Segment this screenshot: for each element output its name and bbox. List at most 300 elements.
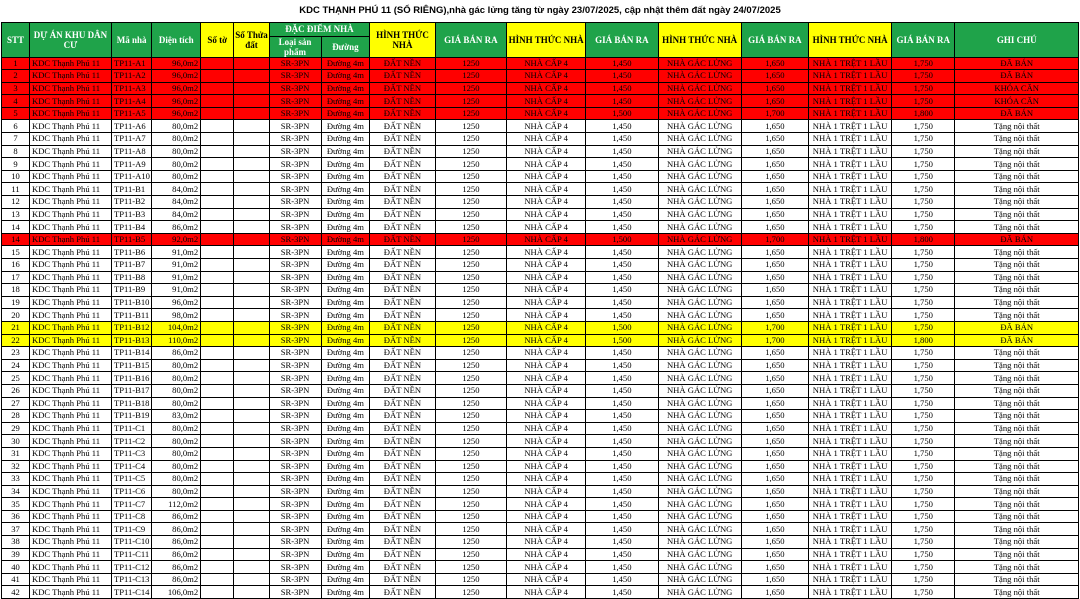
cell-duong: Đường 4m	[321, 372, 370, 385]
cell-gia-1: 1250	[435, 221, 507, 234]
cell-du-an: KDC Thạnh Phú 11	[30, 334, 112, 347]
cell-so-thua	[234, 334, 269, 347]
cell-gia-1: 1250	[435, 510, 507, 523]
cell-hinh-thuc-2: NHÀ CẤP 4	[507, 548, 586, 561]
cell-hinh-thuc-2: NHÀ CẤP 4	[507, 586, 586, 599]
cell-so-thua	[234, 57, 269, 70]
cell-ma-nha: TP11-C5	[111, 473, 151, 486]
cell-loai-san-pham: SR-3PN	[269, 498, 321, 511]
cell-so-thua	[234, 384, 269, 397]
cell-ghi-chu: Tặng nội thất	[955, 561, 1079, 574]
cell-hinh-thuc-2: NHÀ CẤP 4	[507, 523, 586, 536]
cell-gia-2: 1,450	[586, 82, 659, 95]
cell-so-thua	[234, 422, 269, 435]
cell-gia-4: 1,750	[892, 57, 955, 70]
cell-so-thua	[234, 561, 269, 574]
cell-gia-4: 1,750	[892, 70, 955, 83]
cell-gia-3: 1,650	[741, 523, 808, 536]
cell-dien-tich: 86,0m2	[152, 510, 201, 523]
cell-gia-3: 1,700	[741, 233, 808, 246]
cell-gia-2: 1,450	[586, 271, 659, 284]
cell-so-to	[201, 309, 234, 322]
cell-gia-3: 1,650	[741, 309, 808, 322]
cell-stt: 3	[2, 82, 30, 95]
cell-stt: 7	[2, 133, 30, 146]
cell-stt: 5	[2, 107, 30, 120]
cell-gia-4: 1,750	[892, 120, 955, 133]
cell-du-an: KDC Thạnh Phú 11	[30, 447, 112, 460]
cell-duong: Đường 4m	[321, 196, 370, 209]
cell-gia-1: 1250	[435, 309, 507, 322]
cell-gia-2: 1,450	[586, 183, 659, 196]
cell-dien-tich: 86,0m2	[152, 221, 201, 234]
cell-gia-2: 1,450	[586, 460, 659, 473]
cell-gia-4: 1,750	[892, 145, 955, 158]
table-row	[2, 384, 1079, 397]
cell-gia-2: 1,450	[586, 57, 659, 70]
cell-hinh-thuc-2: NHÀ CẤP 4	[507, 372, 586, 385]
cell-hinh-thuc-1: ĐẤT NỀN	[370, 246, 435, 259]
cell-gia-4: 1,750	[892, 309, 955, 322]
table-row	[2, 347, 1079, 360]
cell-ma-nha: TP11-B8	[111, 271, 151, 284]
cell-hinh-thuc-2: NHÀ CẤP 4	[507, 107, 586, 120]
cell-gia-4: 1,750	[892, 586, 955, 599]
cell-hinh-thuc-2: NHÀ CẤP 4	[507, 196, 586, 209]
cell-gia-2: 1,450	[586, 523, 659, 536]
cell-gia-4: 1,750	[892, 485, 955, 498]
cell-so-to	[201, 271, 234, 284]
cell-stt: 29	[2, 422, 30, 435]
cell-so-thua	[234, 586, 269, 599]
cell-gia-3: 1,650	[741, 57, 808, 70]
cell-hinh-thuc-2: NHÀ CẤP 4	[507, 359, 586, 372]
cell-stt: 26	[2, 384, 30, 397]
cell-hinh-thuc-3: NHÀ GÁC LỬNG	[658, 82, 741, 95]
cell-gia-2: 1,450	[586, 158, 659, 171]
cell-hinh-thuc-4: NHÀ 1 TRỆT 1 LẦU	[809, 259, 892, 272]
cell-duong: Đường 4m	[321, 133, 370, 146]
cell-gia-3: 1,650	[741, 460, 808, 473]
cell-hinh-thuc-3: NHÀ GÁC LỬNG	[658, 95, 741, 108]
cell-hinh-thuc-2: NHÀ CẤP 4	[507, 410, 586, 423]
cell-loai-san-pham: SR-3PN	[269, 271, 321, 284]
cell-hinh-thuc-3: NHÀ GÁC LỬNG	[658, 410, 741, 423]
cell-hinh-thuc-3: NHÀ GÁC LỬNG	[658, 334, 741, 347]
cell-so-thua	[234, 208, 269, 221]
cell-gia-1: 1250	[435, 586, 507, 599]
cell-dien-tich: 98,0m2	[152, 309, 201, 322]
cell-stt: 33	[2, 473, 30, 486]
cell-hinh-thuc-3: NHÀ GÁC LỬNG	[658, 447, 741, 460]
cell-gia-1: 1250	[435, 347, 507, 360]
cell-dien-tich: 80,0m2	[152, 397, 201, 410]
cell-hinh-thuc-4: NHÀ 1 TRỆT 1 LẦU	[809, 158, 892, 171]
cell-hinh-thuc-3: NHÀ GÁC LỬNG	[658, 170, 741, 183]
cell-hinh-thuc-1: ĐẤT NỀN	[370, 70, 435, 83]
cell-gia-2: 1,450	[586, 498, 659, 511]
cell-so-to	[201, 372, 234, 385]
cell-gia-2: 1,500	[586, 321, 659, 334]
cell-ghi-chu: Tặng nội thất	[955, 435, 1079, 448]
cell-stt: 6	[2, 120, 30, 133]
cell-hinh-thuc-4: NHÀ 1 TRỆT 1 LẦU	[809, 271, 892, 284]
cell-gia-3: 1,650	[741, 422, 808, 435]
cell-gia-2: 1,450	[586, 422, 659, 435]
cell-so-to	[201, 561, 234, 574]
table-row	[2, 510, 1079, 523]
cell-hinh-thuc-2: NHÀ CẤP 4	[507, 170, 586, 183]
cell-hinh-thuc-3: NHÀ GÁC LỬNG	[658, 422, 741, 435]
cell-gia-3: 1,650	[741, 510, 808, 523]
cell-gia-2: 1,450	[586, 548, 659, 561]
cell-loai-san-pham: SR-3PN	[269, 246, 321, 259]
cell-so-to	[201, 435, 234, 448]
cell-duong: Đường 4m	[321, 95, 370, 108]
cell-dien-tich: 80,0m2	[152, 133, 201, 146]
cell-dien-tich: 91,0m2	[152, 246, 201, 259]
cell-ghi-chu: Tặng nội thất	[955, 460, 1079, 473]
cell-hinh-thuc-3: NHÀ GÁC LỬNG	[658, 397, 741, 410]
cell-du-an: KDC Thạnh Phú 11	[30, 145, 112, 158]
cell-gia-1: 1250	[435, 372, 507, 385]
cell-stt: 15	[2, 246, 30, 259]
cell-du-an: KDC Thạnh Phú 11	[30, 536, 112, 549]
cell-so-thua	[234, 435, 269, 448]
cell-hinh-thuc-3: NHÀ GÁC LỬNG	[658, 573, 741, 586]
cell-gia-4: 1,750	[892, 397, 955, 410]
cell-duong: Đường 4m	[321, 586, 370, 599]
cell-du-an: KDC Thạnh Phú 11	[30, 82, 112, 95]
cell-gia-4: 1,750	[892, 221, 955, 234]
cell-hinh-thuc-4: NHÀ 1 TRỆT 1 LẦU	[809, 435, 892, 448]
cell-gia-2: 1,450	[586, 133, 659, 146]
cell-hinh-thuc-1: ĐẤT NỀN	[370, 208, 435, 221]
cell-so-to	[201, 410, 234, 423]
cell-so-to	[201, 321, 234, 334]
cell-ghi-chu: Tặng nội thất	[955, 573, 1079, 586]
cell-gia-3: 1,650	[741, 498, 808, 511]
col-loai-san-pham: Loại sản phẩm	[269, 36, 321, 57]
cell-hinh-thuc-4: NHÀ 1 TRỆT 1 LẦU	[809, 196, 892, 209]
cell-gia-4: 1,750	[892, 196, 955, 209]
cell-so-to	[201, 208, 234, 221]
cell-gia-2: 1,500	[586, 107, 659, 120]
cell-dien-tich: 96,0m2	[152, 296, 201, 309]
cell-gia-2: 1,450	[586, 485, 659, 498]
cell-stt: 30	[2, 435, 30, 448]
cell-gia-2: 1,500	[586, 233, 659, 246]
cell-loai-san-pham: SR-3PN	[269, 435, 321, 448]
cell-hinh-thuc-4: NHÀ 1 TRỆT 1 LẦU	[809, 384, 892, 397]
cell-gia-4: 1,750	[892, 158, 955, 171]
cell-gia-4: 1,750	[892, 372, 955, 385]
cell-gia-4: 1,750	[892, 284, 955, 297]
cell-hinh-thuc-1: ĐẤT NỀN	[370, 347, 435, 360]
cell-du-an: KDC Thạnh Phú 11	[30, 410, 112, 423]
cell-dien-tich: 84,0m2	[152, 183, 201, 196]
cell-gia-2: 1,450	[586, 372, 659, 385]
cell-dien-tich: 96,0m2	[152, 70, 201, 83]
table-row	[2, 309, 1079, 322]
cell-so-to	[201, 397, 234, 410]
cell-so-thua	[234, 347, 269, 360]
cell-duong: Đường 4m	[321, 284, 370, 297]
cell-gia-2: 1,450	[586, 120, 659, 133]
cell-ma-nha: TP11-B14	[111, 347, 151, 360]
cell-gia-4: 1,750	[892, 435, 955, 448]
cell-hinh-thuc-4: NHÀ 1 TRỆT 1 LẦU	[809, 120, 892, 133]
cell-hinh-thuc-3: NHÀ GÁC LỬNG	[658, 120, 741, 133]
cell-hinh-thuc-4: NHÀ 1 TRỆT 1 LẦU	[809, 372, 892, 385]
cell-du-an: KDC Thạnh Phú 11	[30, 359, 112, 372]
cell-hinh-thuc-4: NHÀ 1 TRỆT 1 LẦU	[809, 447, 892, 460]
cell-so-to	[201, 384, 234, 397]
cell-gia-1: 1250	[435, 548, 507, 561]
cell-du-an: KDC Thạnh Phú 11	[30, 196, 112, 209]
cell-gia-3: 1,650	[741, 372, 808, 385]
cell-hinh-thuc-4: NHÀ 1 TRỆT 1 LẦU	[809, 460, 892, 473]
cell-so-thua	[234, 510, 269, 523]
cell-loai-san-pham: SR-3PN	[269, 473, 321, 486]
cell-stt: 31	[2, 447, 30, 460]
cell-gia-1: 1250	[435, 196, 507, 209]
cell-hinh-thuc-1: ĐẤT NỀN	[370, 296, 435, 309]
cell-hinh-thuc-4: NHÀ 1 TRỆT 1 LẦU	[809, 334, 892, 347]
cell-hinh-thuc-4: NHÀ 1 TRỆT 1 LẦU	[809, 347, 892, 360]
cell-hinh-thuc-3: NHÀ GÁC LỬNG	[658, 435, 741, 448]
cell-ma-nha: TP11-B2	[111, 196, 151, 209]
cell-ma-nha: TP11-A10	[111, 170, 151, 183]
cell-ma-nha: TP11-A1	[111, 57, 151, 70]
cell-dien-tich: 86,0m2	[152, 561, 201, 574]
cell-hinh-thuc-1: ĐẤT NỀN	[370, 183, 435, 196]
cell-ma-nha: TP11-C3	[111, 447, 151, 460]
cell-gia-1: 1250	[435, 334, 507, 347]
cell-gia-3: 1,650	[741, 158, 808, 171]
cell-gia-2: 1,450	[586, 435, 659, 448]
cell-duong: Đường 4m	[321, 70, 370, 83]
cell-hinh-thuc-2: NHÀ CẤP 4	[507, 561, 586, 574]
table-row	[2, 397, 1079, 410]
cell-ma-nha: TP11-C6	[111, 485, 151, 498]
cell-du-an: KDC Thạnh Phú 11	[30, 321, 112, 334]
cell-so-thua	[234, 473, 269, 486]
cell-duong: Đường 4m	[321, 498, 370, 511]
cell-dien-tich: 96,0m2	[152, 95, 201, 108]
col-hinh-thuc-4: HÌNH THỨC NHÀ	[809, 23, 892, 58]
cell-ghi-chu: Tặng nội thất	[955, 133, 1079, 146]
cell-loai-san-pham: SR-3PN	[269, 284, 321, 297]
cell-hinh-thuc-1: ĐẤT NỀN	[370, 485, 435, 498]
cell-gia-1: 1250	[435, 246, 507, 259]
cell-so-to	[201, 82, 234, 95]
col-stt: STT	[2, 23, 30, 58]
cell-gia-2: 1,450	[586, 221, 659, 234]
cell-gia-1: 1250	[435, 498, 507, 511]
cell-hinh-thuc-1: ĐẤT NỀN	[370, 196, 435, 209]
cell-hinh-thuc-3: NHÀ GÁC LỬNG	[658, 347, 741, 360]
cell-dien-tich: 91,0m2	[152, 284, 201, 297]
cell-gia-1: 1250	[435, 397, 507, 410]
cell-loai-san-pham: SR-3PN	[269, 107, 321, 120]
cell-hinh-thuc-3: NHÀ GÁC LỬNG	[658, 208, 741, 221]
cell-ma-nha: TP11-C11	[111, 548, 151, 561]
cell-ghi-chu: KHÓA CĂN	[955, 95, 1079, 108]
cell-gia-3: 1,650	[741, 208, 808, 221]
cell-du-an: KDC Thạnh Phú 11	[30, 372, 112, 385]
cell-hinh-thuc-2: NHÀ CẤP 4	[507, 334, 586, 347]
cell-hinh-thuc-4: NHÀ 1 TRỆT 1 LẦU	[809, 536, 892, 549]
cell-ma-nha: TP11-C7	[111, 498, 151, 511]
table-row	[2, 95, 1079, 108]
table-row	[2, 523, 1079, 536]
cell-du-an: KDC Thạnh Phú 11	[30, 384, 112, 397]
cell-hinh-thuc-2: NHÀ CẤP 4	[507, 183, 586, 196]
cell-gia-2: 1,450	[586, 208, 659, 221]
cell-dien-tich: 80,0m2	[152, 422, 201, 435]
table-row	[2, 246, 1079, 259]
cell-hinh-thuc-4: NHÀ 1 TRỆT 1 LẦU	[809, 57, 892, 70]
cell-loai-san-pham: SR-3PN	[269, 586, 321, 599]
cell-gia-3: 1,700	[741, 334, 808, 347]
cell-gia-4: 1,750	[892, 384, 955, 397]
cell-stt: 23	[2, 347, 30, 360]
cell-gia-2: 1,450	[586, 473, 659, 486]
cell-hinh-thuc-3: NHÀ GÁC LỬNG	[658, 284, 741, 297]
cell-hinh-thuc-2: NHÀ CẤP 4	[507, 435, 586, 448]
cell-so-thua	[234, 523, 269, 536]
table-row	[2, 473, 1079, 486]
cell-gia-1: 1250	[435, 573, 507, 586]
cell-hinh-thuc-2: NHÀ CẤP 4	[507, 271, 586, 284]
cell-du-an: KDC Thạnh Phú 11	[30, 397, 112, 410]
cell-stt: 12	[2, 196, 30, 209]
cell-so-to	[201, 107, 234, 120]
table-row	[2, 133, 1079, 146]
col-dac-diem: ĐẶC ĐIỂM NHÀ	[269, 23, 370, 37]
cell-hinh-thuc-3: NHÀ GÁC LỬNG	[658, 523, 741, 536]
cell-du-an: KDC Thạnh Phú 11	[30, 296, 112, 309]
cell-ma-nha: TP11-B4	[111, 221, 151, 234]
cell-dien-tich: 80,0m2	[152, 145, 201, 158]
cell-dien-tich: 104,0m2	[152, 321, 201, 334]
cell-loai-san-pham: SR-3PN	[269, 397, 321, 410]
cell-hinh-thuc-1: ĐẤT NỀN	[370, 447, 435, 460]
cell-hinh-thuc-3: NHÀ GÁC LỬNG	[658, 460, 741, 473]
cell-so-to	[201, 548, 234, 561]
cell-so-thua	[234, 296, 269, 309]
cell-loai-san-pham: SR-3PN	[269, 321, 321, 334]
cell-hinh-thuc-3: NHÀ GÁC LỬNG	[658, 321, 741, 334]
cell-loai-san-pham: SR-3PN	[269, 561, 321, 574]
cell-so-thua	[234, 536, 269, 549]
table-row	[2, 334, 1079, 347]
cell-dien-tich: 80,0m2	[152, 170, 201, 183]
cell-stt: 18	[2, 284, 30, 297]
cell-hinh-thuc-2: NHÀ CẤP 4	[507, 158, 586, 171]
cell-ma-nha: TP11-C12	[111, 561, 151, 574]
cell-hinh-thuc-1: ĐẤT NỀN	[370, 359, 435, 372]
cell-so-to	[201, 221, 234, 234]
cell-loai-san-pham: SR-3PN	[269, 359, 321, 372]
cell-hinh-thuc-1: ĐẤT NỀN	[370, 498, 435, 511]
cell-hinh-thuc-2: NHÀ CẤP 4	[507, 259, 586, 272]
sheet-title: KDC THẠNH PHÚ 11 (SỔ RIÊNG),nhà gác lửng tăng từ ngày 23/07/2025, cập nhật thêm đất ngày 24/07/2025	[299, 5, 781, 16]
cell-gia-2: 1,450	[586, 410, 659, 423]
cell-du-an: KDC Thạnh Phú 11	[30, 271, 112, 284]
cell-so-to	[201, 95, 234, 108]
cell-gia-1: 1250	[435, 107, 507, 120]
cell-ma-nha: TP11-A8	[111, 145, 151, 158]
cell-ghi-chu: Tặng nội thất	[955, 170, 1079, 183]
cell-so-to	[201, 573, 234, 586]
cell-ghi-chu: Tặng nội thất	[955, 536, 1079, 549]
cell-stt: 19	[2, 296, 30, 309]
cell-so-to	[201, 57, 234, 70]
cell-gia-3: 1,650	[741, 196, 808, 209]
col-gia-2: GIÁ BÁN RA	[586, 23, 659, 58]
cell-du-an: KDC Thạnh Phú 11	[30, 170, 112, 183]
cell-hinh-thuc-3: NHÀ GÁC LỬNG	[658, 498, 741, 511]
cell-gia-1: 1250	[435, 384, 507, 397]
cell-hinh-thuc-1: ĐẤT NỀN	[370, 397, 435, 410]
cell-loai-san-pham: SR-3PN	[269, 334, 321, 347]
cell-du-an: KDC Thạnh Phú 11	[30, 221, 112, 234]
cell-hinh-thuc-2: NHÀ CẤP 4	[507, 296, 586, 309]
cell-ma-nha: TP11-B13	[111, 334, 151, 347]
cell-stt: 17	[2, 271, 30, 284]
cell-dien-tich: 92,0m2	[152, 233, 201, 246]
cell-hinh-thuc-2: NHÀ CẤP 4	[507, 573, 586, 586]
cell-hinh-thuc-1: ĐẤT NỀN	[370, 133, 435, 146]
cell-dien-tich: 86,0m2	[152, 523, 201, 536]
cell-hinh-thuc-4: NHÀ 1 TRỆT 1 LẦU	[809, 70, 892, 83]
cell-so-thua	[234, 271, 269, 284]
table-row	[2, 208, 1079, 221]
cell-gia-2: 1,450	[586, 561, 659, 574]
cell-stt: 14	[2, 233, 30, 246]
cell-hinh-thuc-4: NHÀ 1 TRỆT 1 LẦU	[809, 510, 892, 523]
cell-gia-1: 1250	[435, 473, 507, 486]
cell-gia-2: 1,450	[586, 359, 659, 372]
cell-gia-3: 1,650	[741, 586, 808, 599]
cell-ghi-chu: ĐÃ BÁN	[955, 57, 1079, 70]
cell-hinh-thuc-4: NHÀ 1 TRỆT 1 LẦU	[809, 410, 892, 423]
cell-so-to	[201, 170, 234, 183]
cell-gia-3: 1,650	[741, 473, 808, 486]
cell-dien-tich: 110,0m2	[152, 334, 201, 347]
cell-ghi-chu: Tặng nội thất	[955, 347, 1079, 360]
cell-hinh-thuc-2: NHÀ CẤP 4	[507, 347, 586, 360]
cell-hinh-thuc-3: NHÀ GÁC LỬNG	[658, 259, 741, 272]
cell-hinh-thuc-1: ĐẤT NỀN	[370, 321, 435, 334]
cell-duong: Đường 4m	[321, 460, 370, 473]
cell-dien-tich: 80,0m2	[152, 120, 201, 133]
cell-so-to	[201, 196, 234, 209]
cell-hinh-thuc-2: NHÀ CẤP 4	[507, 208, 586, 221]
cell-so-to	[201, 485, 234, 498]
cell-ma-nha: TP11-B3	[111, 208, 151, 221]
cell-dien-tich: 112,0m2	[152, 498, 201, 511]
cell-duong: Đường 4m	[321, 309, 370, 322]
cell-gia-2: 1,450	[586, 296, 659, 309]
cell-gia-4: 1,750	[892, 246, 955, 259]
cell-stt: 11	[2, 183, 30, 196]
cell-duong: Đường 4m	[321, 158, 370, 171]
table-row	[2, 296, 1079, 309]
cell-hinh-thuc-4: NHÀ 1 TRỆT 1 LẦU	[809, 573, 892, 586]
